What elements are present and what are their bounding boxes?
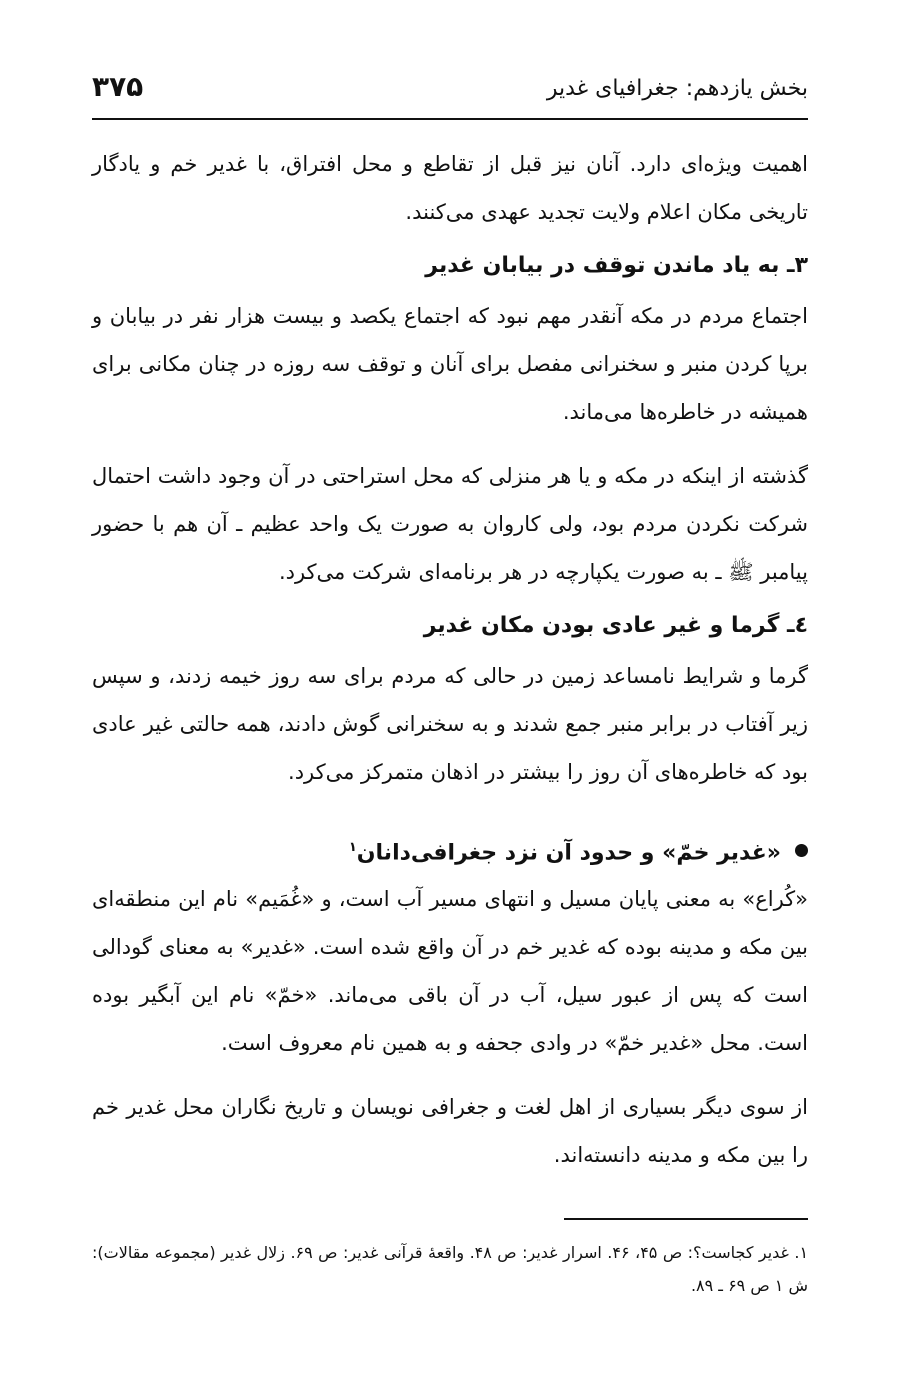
section-heading	[349, 826, 781, 875]
page-number: ۳۷۵	[92, 70, 144, 103]
bullet-heading	[92, 826, 808, 875]
footnote-marker: ۱	[348, 840, 357, 855]
paragraph: اجتماع مردم در مکه آنقدر مهم نبود که اجتماع یکصد و بیست هزار نفر در بیابان و برپا کردن منبر و سخنرانی مفصل برای آنان و توقف سه روزه در چنان مکانی برای همیشه در خاطره‌ها می‌ماند.	[92, 304, 808, 424]
section-heading: ٤ـ گرما و غیر عادی بودن مکان غدیر	[423, 613, 808, 638]
header-divider	[92, 118, 808, 120]
running-title: بخش یازدهم: جغرافیای غدیر	[546, 76, 808, 101]
bullet-dot-icon	[795, 844, 808, 857]
footnote: ۱. غدیر کجاست؟: ص ۴۵، ۴۶. اسرار غدیر: ص ۴۸. واقعهٔ قرآنی غدیر: ص ۶۹. زلال غدیر (مجموعه مقالات): ش ۱ ص ۶۹ ـ ۸۹.	[92, 1243, 809, 1295]
footnote-divider	[564, 1218, 808, 1220]
heading-text: «غدیر خمّ» و حدود آن نزد جغرافی‌دانان	[356, 840, 781, 866]
footnotes	[92, 1236, 808, 1302]
section-heading: ۳ـ به یاد ماندن توقف در بیابان غدیر	[425, 253, 808, 278]
paragraph: «کُراع» به معنی پایان مسیل و انتهای مسیر آب است، و «غُمَیم» نام این منطقه‌ای بین مکه و مدینه بوده که غدیر خم در آن واقع شده است. «غدیر» به معنای گودالی است که پس از عبور سیل، آب در آن باقی می‌ماند. «خمّ» نام این آبگیر بوده است. محل «غدیر خمّ» در وادی جحفه و به همین نام معروف است.	[92, 887, 808, 1056]
paragraph: گرما و شرایط نامساعد زمین در حالی که مردم برای سه روز خیمه زدند، و سپس زیر آفتاب در برابر منبر جمع شدند و به سخنرانی گوش دادند، همه حالتی غیر عادی بود که خاطره‌های آن روز را بیشتر در اذهان متمرکز می‌کرد.	[92, 664, 808, 784]
paragraph: اهمیت ویژه‌ای دارد. آنان نیز قبل از تقاطع و محل افتراق، با غدیر خم و یادگار تاریخی مکان اعلام ولایت تجدید عهدی می‌کنند.	[92, 152, 808, 224]
page-body	[92, 140, 808, 1179]
paragraph: از سوی دیگر بسیاری از اهل لغت و جغرافی نویسان و تاریخ نگاران محل غدیر خم را بین مکه و مدینه دانسته‌اند.	[92, 1095, 808, 1168]
paragraph: گذشته از اینکه در مکه و یا هر منزلی که محل استراحتی در آن وجود داشت احتمال شرکت نکردن مردم بود، ولی کاروان به صورت یک واحد عظیم ـ آن هم با حضور پیامبر ﷺ ـ به صورت یکپارچه در هر برنامه‌ای شرکت می‌کرد.	[92, 464, 808, 584]
page-header	[92, 66, 808, 114]
